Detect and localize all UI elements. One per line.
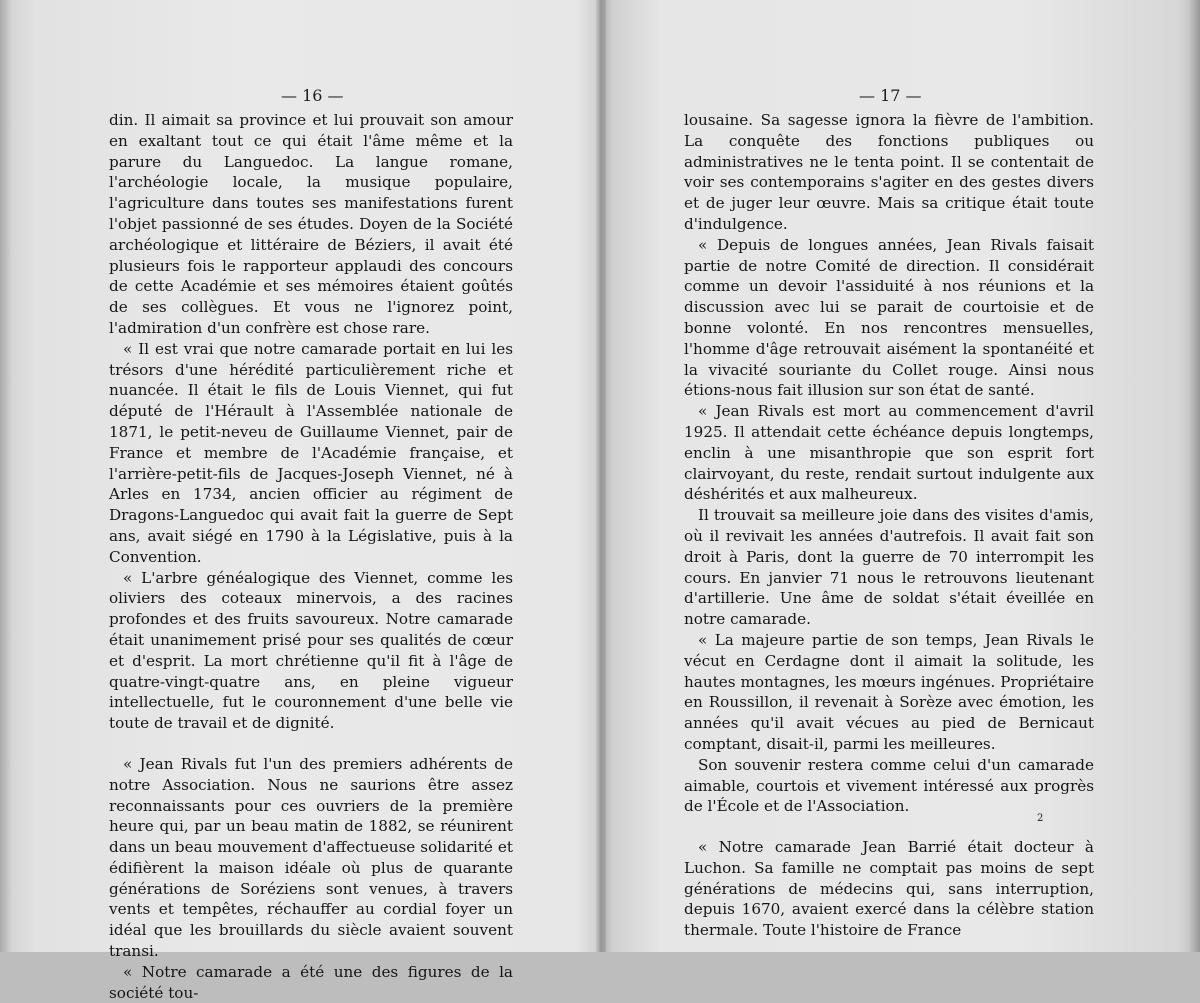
signature-mark: 2 — [1037, 813, 1044, 824]
paragraph: « Depuis de longues années, Jean Rivals faisait partie de notre Comité de direction. Il considérait comme un devoir l'assiduité à nos réunions et la discussion avec lui se parait de courtoisie et de bonne volonté. En nos rencontres mensuelles, l'homme d'âge retrouvait aisément la spontanéité et la vivacité souriante du Collet rouge. Ainsi nous étions-nous fait illusion sur son état de santé. — [684, 235, 1094, 400]
paragraph: « La majeure partie de son temps, Jean Rivals le vécut en Cerdagne dont il aimait la solitude, les hautes montagnes, les mœurs ingénues. Propriétaire en Roussillon, il revenait à Sorèze avec émotion, les années qu'il avait vécues au pied de Bernicaut comptant, disait-il, parmi les meilleures. — [684, 630, 1094, 753]
paragraph: « Notre camarade a été une des figures de la société tou- — [109, 962, 513, 1002]
paragraph: « L'arbre généalogique des Viennet, comme les oliviers des coteaux minervois, a des racines profondes et des fruits savoureux. Notre camarade était unanimement prisé pour ses qualités de cœur et d'esprit. La mort chrétienne qu'il fit à l'âge de quatre-vingt-quatre ans, en pleine vigueur intellectuelle, fut le couronnement d'une belle vie toute de travail et de dignité. — [109, 568, 513, 733]
paragraph: « Il est vrai que notre camarade portait en lui les trésors d'une hérédité particulièrement riche et nuancée. Il était le fils de Louis Viennet, qui fut député de l'Hérault à l'Assemblée nationale de 1871, le petit-neveu de Guillaume Viennet, pair de France et membre de l'Académie française, et l'arrière-petit-fils de Jacques-Joseph Viennet, né à Arles en 1734, ancien officier au régiment de Dragons-Languedoc qui avait fait la guerre de Sept ans, avait siégé en 1790 à la Législative, puis à la Convention. — [109, 339, 513, 566]
paragraph: « Jean Rivals fut l'un des premiers adhérents de notre Association. Nous ne saurions être assez reconnaissants pour ces ouvriers de la première heure qui, par un beau matin de 1882, se réunirent dans un beau mouvement d'affectueuse solidarité et édifièrent la maison idéale où plus de quarante générations de Soréziens sont venues, à travers vents et tempêtes, réchauffer au cordial foyer un idéal que les brouillards du siècle avaient souvent transi. — [109, 754, 513, 961]
paragraph: « Jean Rivals est mort au commencement d'avril 1925. Il attendait cette échéance depuis longtemps, enclin à une misanthropie que son esprit fort clairvoyant, du reste, rendait surtout indulgente aux déshérités et aux malheureux. — [684, 402, 1094, 504]
right-page — [603, 0, 1200, 952]
right-page-text — [684, 110, 1094, 941]
paragraph: Il trouvait sa meilleure joie dans des visites d'amis, où il revivait les années d'autrefois. Il avait fait son droit à Paris, dont la guerre de 70 interrompit les cours. En janvier 71 nous le retrouvons lieutenant d'artillerie. Une âme de soldat s'était éveillée en notre camarade. — [684, 506, 1094, 629]
left-page-text — [109, 110, 513, 1003]
paragraph: din. Il aimait sa province et lui prouvait son amour en exaltant tout ce qui était l'âme même et la parure du Languedoc. La langue romane, l'archéologie locale, la musique populaire, l'agriculture dans toutes ses manifestations furent l'objet passionné de ses études. Doyen de la Société archéologique et littéraire de Béziers, il avait été plusieurs fois le rapporteur applaudi des concours de cette Académie et ses mémoires étaient goûtés de ses collègues. Et vous ne l'ignorez point, l'admiration d'un confrère est chose rare. — [109, 111, 513, 337]
paragraph: « Notre camarade Jean Barrié était docteur à Luchon. Sa famille ne comptait pas moins de sept générations de médecins qui, sans interruption, depuis 1670, avaient exercé dans la célèbre station thermale. Toute l'histoire de France — [684, 838, 1094, 940]
paragraph: Son souvenir restera comme celui d'un camarade aimable, courtois et vivement intéressé aux progrès de l'École et de l'Association. — [684, 755, 1094, 816]
left-page — [0, 0, 598, 1002]
page-number-left: — 16 — — [281, 86, 344, 105]
page-number-right: — 17 — — [859, 86, 922, 105]
paragraph: lousaine. Sa sagesse ignora la fièvre de l'ambition. La conquête des fonctions publiques ou administratives ne le tenta point. Il se contentait de voir ses contemporains s'agiter en des gestes divers et de juger leur œuvre. Mais sa critique était toute d'indulgence. — [684, 111, 1094, 233]
